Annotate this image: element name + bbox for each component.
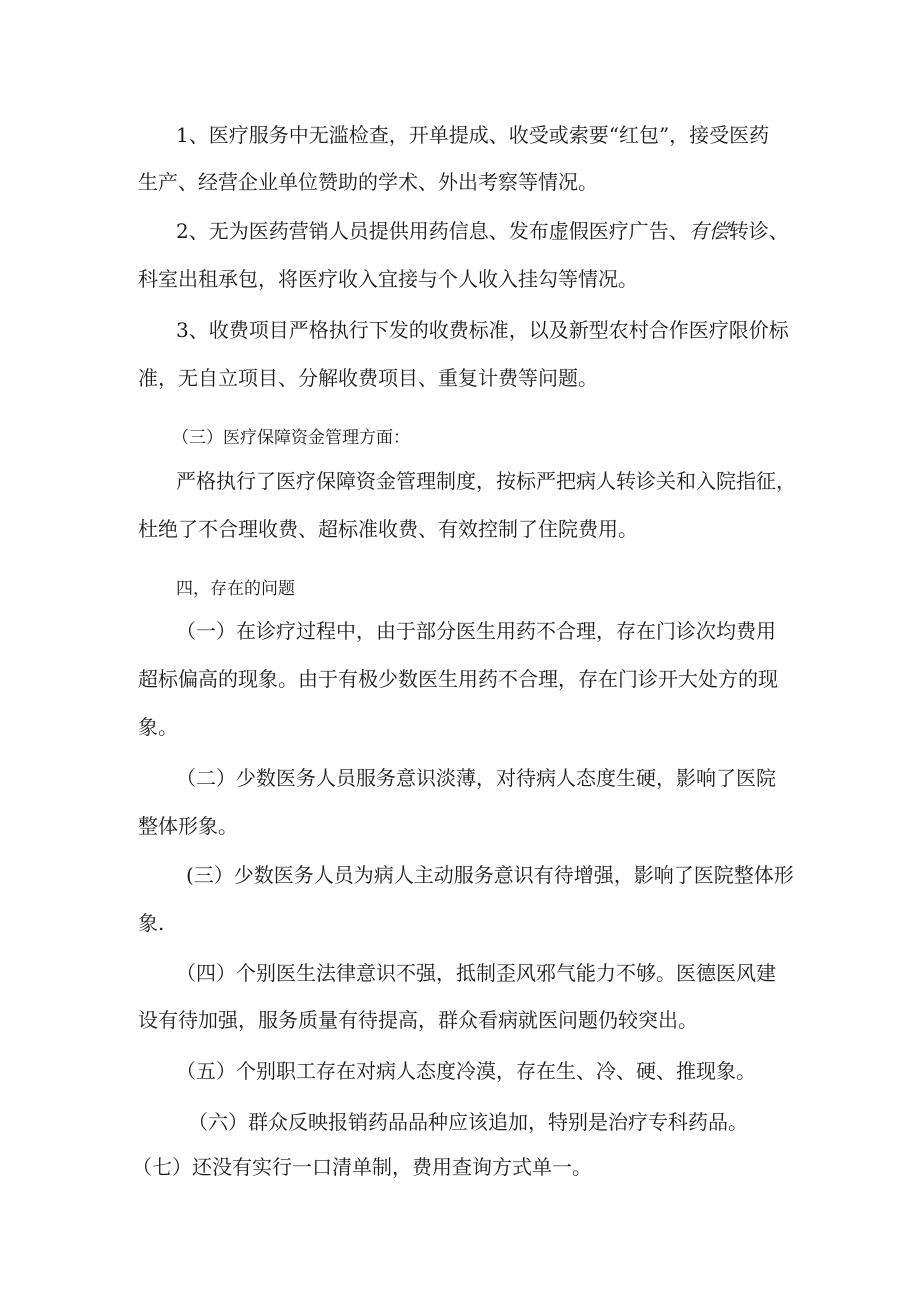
issue-6: （六）群众反映报销药品品种应该追加，特别是治疗专科药品。 xyxy=(188,1110,748,1134)
section-heading-3: （三）医疗保障资金管理方面： xyxy=(172,428,410,448)
paragraph-1-line-2: 生产、经营企业单位赞助的学术、外出考察等情况。 xyxy=(138,170,598,194)
paragraph-3-line-1: 3、收费项目严格执行下发的收费标准，以及新型农村合作医疗限价标 xyxy=(176,318,789,342)
paragraph-1-line-1: 1、医疗服务中无滥检查，开单提成、收受或索要“红包”，接受医药 xyxy=(176,123,770,147)
paragraph-3-line-2: 准，无自立项目、分解收费项目、重复计费等问题。 xyxy=(138,366,598,390)
paragraph-2-line-2: 科室出租承包，将医疗收入宜接与个人收入挂勾等情况。 xyxy=(138,267,638,291)
paragraph-2-line-1 xyxy=(176,217,789,245)
paragraph-2-italic-text: 有偿 xyxy=(688,219,729,243)
issue-5: （五）个别职工存在对病人态度冷漠，存在生、冷、硬、推现象。 xyxy=(176,1059,756,1083)
paragraph-2-text-a: 2、无为医药营销人员提供用药信息、发布虚假医疗广告、 xyxy=(176,219,689,243)
issue-2-line-1: （二）少数医务人员服务意识淡薄，对待病人态度生硬，影响了医院 xyxy=(176,766,776,790)
issue-4-line-1: （四）个别医生法律意识不强，抵制歪风邪气能力不够。医德医风建 xyxy=(176,961,776,985)
issue-1-line-2: 超标偏高的现象。由于有极少数医生用药不合理，存在门诊开大处方的现 xyxy=(138,667,778,691)
paragraph-2-text-b: 转诊、 xyxy=(728,219,789,243)
issue-1-line-3: 象。 xyxy=(138,715,178,739)
issue-2-line-2: 整体形象。 xyxy=(138,814,238,838)
section-heading-4: 四，存在的问题 xyxy=(176,579,295,599)
issue-3-line-1: (三）少数医务人员为病人主动服务意识有待增强，影响了医院整体形 xyxy=(186,863,794,887)
issue-3-line-2: 象. xyxy=(138,911,165,935)
paragraph-4-line-1: 严格执行了医疗保障资金管理制度，按标严把病人转诊关和入院指征， xyxy=(176,469,796,493)
paragraph-4-line-2: 杜绝了不合理收费、超标准收费、有效控制了住院费用。 xyxy=(138,517,638,541)
issue-1-line-1: （一）在诊疗过程中，由于部分医生用药不合理，存在门诊次均费用 xyxy=(176,619,776,643)
issue-4-line-2: 设有待加强，服务质量有待提高，群众看病就医问题仍较突出。 xyxy=(138,1008,698,1032)
issue-7: （七）还没有实行一口清单制，费用查询方式单一。 xyxy=(132,1155,592,1179)
